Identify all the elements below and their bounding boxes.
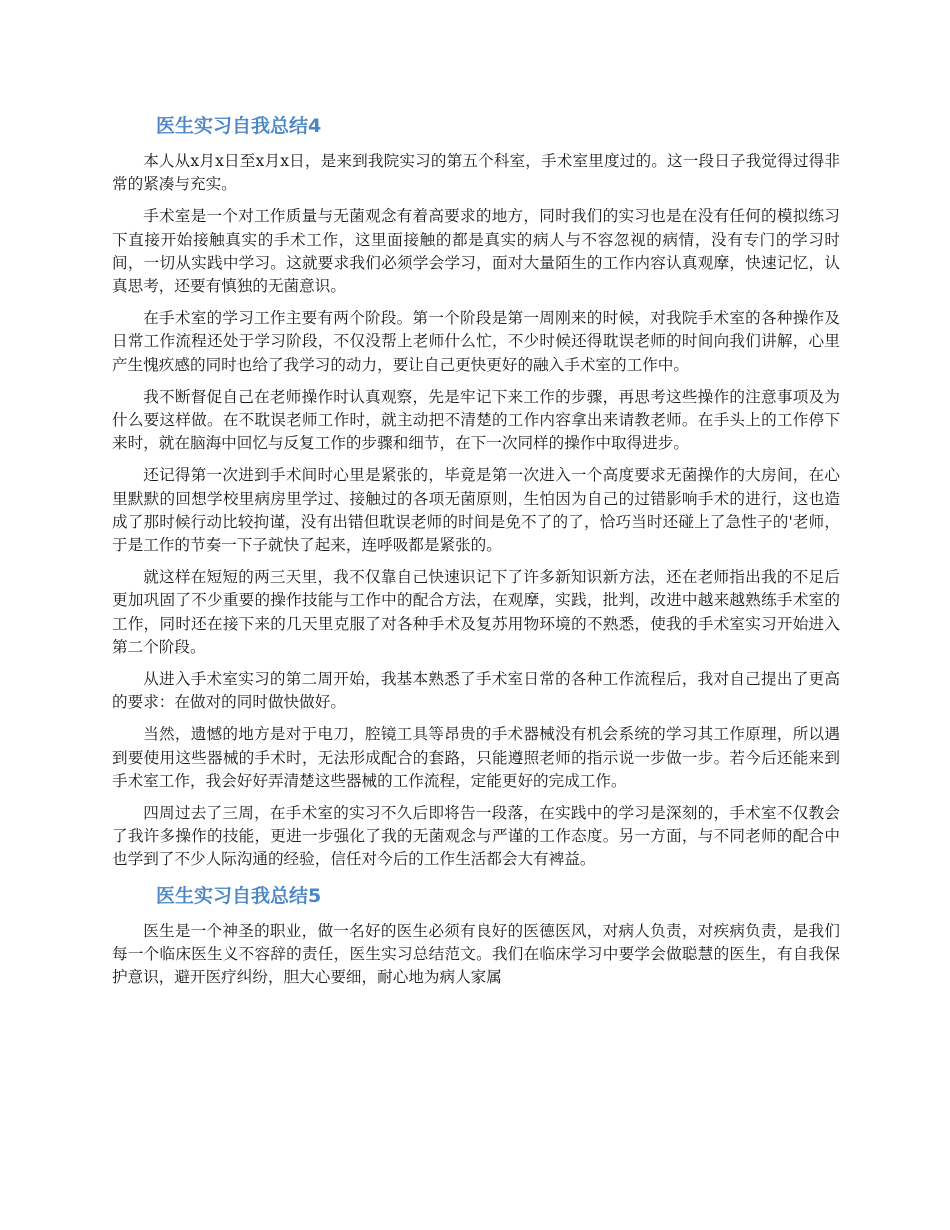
paragraph: 还记得第一次进到手术间时心里是紧张的，毕竟是第一次进入一个高度要求无菌操作的大房间，在心里默默的回想学校里病房里学过、接触过的各项无菌原则，生怕因为自己的过错影响手术的进行，这也造成了那时候行动比较拘谨，没有出错但耽误老师的时间是免不了的了，恰巧当时还碰上了急性子的'老师，于是工作的节奏一下子就快了起来，连呼吸都是紧张的。 [112, 466, 840, 555]
paragraph: 就这样在短短的两三天里，我不仅靠自己快速识记下了许多新知识新方法，还在老师指出我的不足后更加巩固了不少重要的操作技能与工作中的配合方法，在观摩，实践，批判，改进中越来越熟练手术室的工作，同时还在接下来的几天里克服了对各种手术及复苏用物环境的不熟悉，使我的手术室实习开始进入第二个阶段。 [112, 568, 840, 656]
paragraph: 本人从x月x日至x月x日，是来到我院实习的第五个科室，手术室里度过的。这一段日子我觉得过得非常的紧凑与充实。 [112, 152, 840, 194]
paragraph: 当然，遗憾的地方是对于电刀，腔镜工具等昂贵的手术器械没有机会系统的学习其工作原理，所以遇到要使用这些器械的手术时，无法形成配合的套路，只能遵照老师的指示说一步做一步。若今后还能来到手术室工作，我会好好弄清楚这些器械的工作流程，定能更好的完成工作。 [112, 725, 840, 790]
section-title: 医生实习自我总结5 [156, 884, 322, 907]
paragraph: 从进入手术室实习的第二周开始，我基本熟悉了手术室日常的各种工作流程后，我对自己提出了更高的要求：在做对的同时做快做好。 [112, 670, 840, 712]
paragraph: 我不断督促自己在老师操作时认真观察，先是牢记下来工作的步骤，再思考这些操作的注意事项及为什么要这样做。在不耽误老师工作时，就主动把不清楚的工作内容拿出来请教老师。在手头上的工作停下来时，就在脑海中回忆与反复工作的步骤和细节，在下一次同样的操作中取得进步。 [112, 387, 840, 453]
paragraph: 医生是一个神圣的职业，做一名好的医生必须有良好的医德医风，对病人负责，对疾病负责，是我们每一个临床医生义不容辞的责任，医生实习总结范文。我们在临床学习中要学会做聪慧的医生，有自我保护意识，避开医疗纠纷，胆大心要细，耐心地为病人家属 [112, 921, 840, 987]
paragraph: 在手术室的学习工作主要有两个阶段。第一个阶段是第一周刚来的时候，对我院手术室的各种操作及日常工作流程还处于学习阶段，不仅没帮上老师什么忙，不少时候还得耽误老师的时间向我们讲解，心里产生愧疚感的同时也给了我学习的动力，要让自己更快更好的融入手术室的工作中。 [112, 309, 840, 374]
paragraph: 手术室是一个对工作质量与无菌观念有着高要求的地方，同时我们的实习也是在没有任何的模拟练习下直接开始接触真实的手术工作，这里面接触的都是真实的病人与不容忽视的病情，没有专门的学习时间，一切从实践中学习。这就要求我们必须学会学习，面对大量陌生的工作内容认真观摩，快速记忆，认真思考，还要有慎独的无菌意识。 [112, 207, 840, 296]
paragraph: 四周过去了三周，在手术室的实习不久后即将告一段落，在实践中的学习是深刻的，手术室不仅教会了我许多操作的技能，更进一步强化了我的无菌观念与严谨的工作态度。另一方面，与不同老师的配合中也学到了不少人际沟通的经验，信任对今后的工作生活都会大有裨益。 [112, 804, 840, 869]
document-body [112, 112, 840, 998]
section-title: 医生实习自我总结4 [156, 115, 322, 137]
